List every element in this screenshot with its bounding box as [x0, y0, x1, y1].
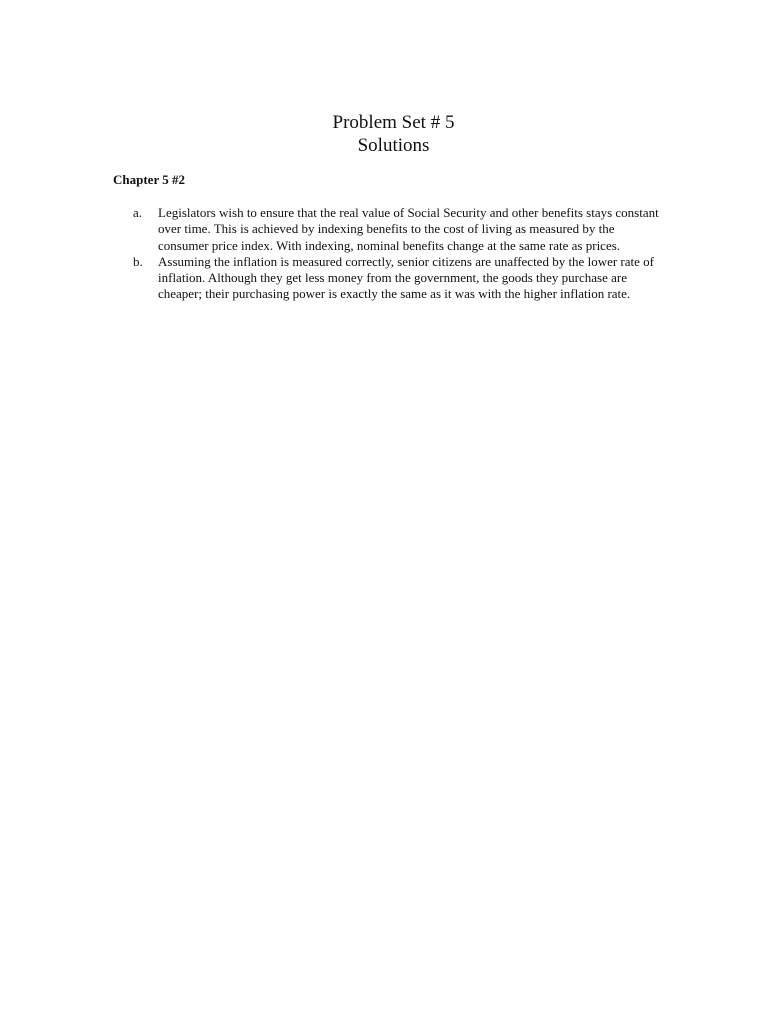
document-title: Problem Set # 5: [332, 112, 455, 133]
answer-item-a: [113, 205, 663, 254]
answer-marker: b.: [133, 253, 143, 269]
document-subtitle: Solutions: [357, 135, 430, 156]
answer-list: [113, 205, 663, 303]
answer-text: Legislators wish to ensure that the real value of Social Security and other benefits stays constant over time. This is achieved by indexing benefits to the cost of living as measured by the consumer price index. With indexing, nominal benefits change at the same rate as prices.: [158, 205, 659, 253]
section-heading: Chapter 5 #2: [113, 172, 185, 187]
answer-item-b: [113, 254, 663, 303]
title-block: [0, 111, 768, 157]
answer-text: Assuming the inflation is measured correctly, senior citizens are unaffected by the lower rate of inflation. Although they get less money from the government, the goods they purchase are cheaper; their purchasing power is exactly the same as it was with the higher inflation rate.: [158, 253, 654, 302]
answer-marker: a.: [133, 205, 143, 220]
